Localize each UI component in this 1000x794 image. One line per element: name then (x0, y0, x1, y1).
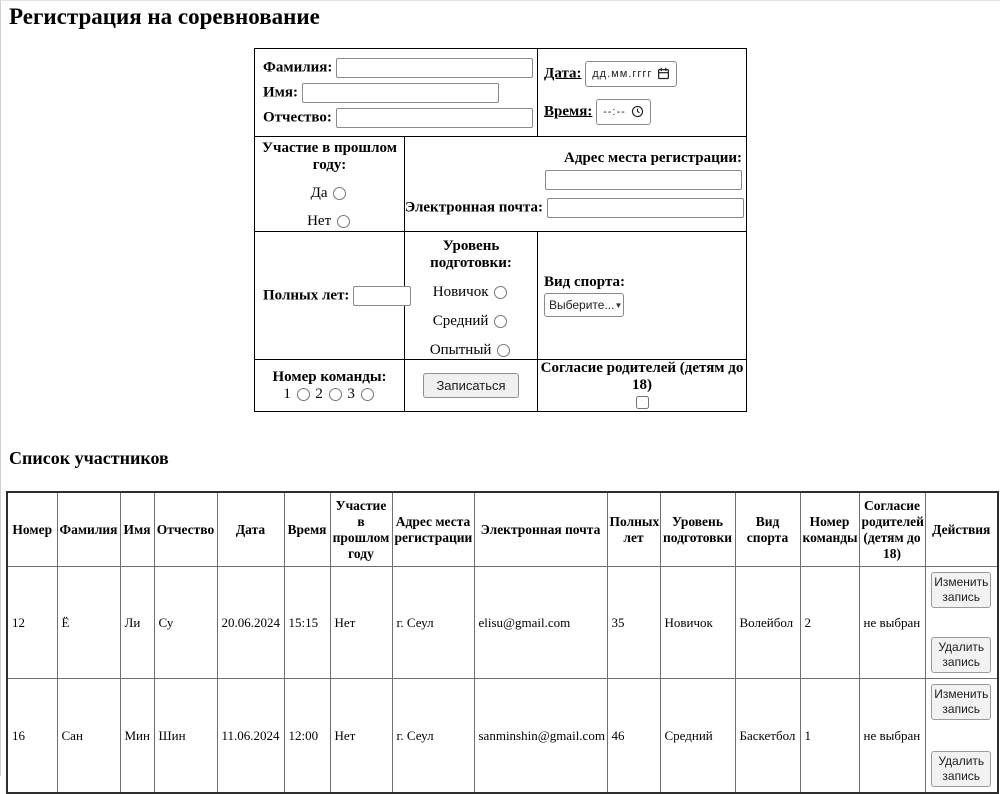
level-expert-label: Опытный (429, 342, 492, 358)
level-middle-label: Средний (432, 313, 489, 329)
fio-cell (255, 49, 538, 137)
participation-no-label: Нет (307, 213, 332, 229)
sport-cell (538, 232, 747, 360)
table-cell: Нет (330, 679, 392, 794)
participation-no-radio[interactable] (337, 215, 350, 228)
sport-label: Вид спорта: (544, 274, 625, 290)
team-2-radio[interactable] (329, 388, 342, 401)
team-1-radio[interactable] (297, 388, 310, 401)
column-header: Уровень подготовки (660, 492, 735, 567)
address-input[interactable] (545, 170, 742, 190)
level-middle-radio[interactable] (494, 315, 507, 328)
column-header: Дата (217, 492, 284, 567)
level-novice-label: Новичок (432, 284, 489, 300)
participation-yes-label: Да (310, 185, 328, 201)
team-cell (255, 360, 405, 412)
patronymic-label: Отчество: (263, 108, 332, 125)
table-cell: Су (154, 567, 217, 679)
table-cell: не выбран (859, 679, 925, 794)
table-cell: 16 (7, 679, 57, 794)
level-novice-radio[interactable] (494, 286, 507, 299)
time-label: Время: (544, 102, 593, 119)
column-header: Номер команды (800, 492, 859, 567)
actions-wrap (928, 572, 996, 673)
surname-input[interactable] (336, 58, 533, 78)
registration-form (254, 48, 747, 412)
table-cell: Ли (120, 567, 154, 679)
table-cell: Волейбол (735, 567, 800, 679)
column-header: Электронная почта (474, 492, 607, 567)
address-email-cell (405, 137, 747, 232)
firstname-input[interactable] (302, 83, 499, 103)
column-header: Действия (925, 492, 998, 567)
team-3-radio[interactable] (361, 388, 374, 401)
column-header: Имя (120, 492, 154, 567)
table-cell: 46 (607, 679, 660, 794)
table-cell: Баскетбол (735, 679, 800, 794)
table-cell: 12 (7, 567, 57, 679)
team-1-label: 1 (283, 385, 291, 402)
participation-label: Участие в прошлом году: (262, 140, 397, 173)
age-input[interactable] (353, 286, 411, 306)
actions-wrap (928, 684, 996, 787)
page-title: Регистрация на соревнование (9, 4, 320, 29)
level-label: Уровень подготовки: (430, 238, 512, 271)
table-cell: Средний (660, 679, 735, 794)
table-cell: 11.06.2024 (217, 679, 284, 794)
email-label: Электронная почта: (405, 199, 543, 216)
patronymic-input[interactable] (336, 108, 533, 128)
age-cell (255, 232, 405, 360)
actions-cell (925, 567, 998, 679)
delete-record-button[interactable]: Удалить запись (931, 751, 991, 787)
firstname-label: Имя: (263, 83, 298, 100)
column-header: Время (284, 492, 330, 567)
age-label: Полных лет: (263, 286, 350, 303)
column-header: Участие в прошлом году (330, 492, 392, 567)
column-header: Фамилия (57, 492, 120, 567)
team-3-label: 3 (347, 385, 355, 402)
calendar-icon (657, 67, 670, 80)
delete-record-button[interactable]: Удалить запись (931, 637, 991, 673)
table-cell: sanminshin@gmail.com (474, 679, 607, 794)
table-cell: Новичок (660, 567, 735, 679)
table-row (7, 567, 998, 679)
datetime-cell (538, 49, 747, 137)
table-cell: Сан (57, 679, 120, 794)
date-input[interactable] (585, 61, 677, 87)
column-header: Полных лет (607, 492, 660, 567)
column-header: Согласие родителей (детям до 18) (859, 492, 925, 567)
table-cell: 35 (607, 567, 660, 679)
table-cell: Шин (154, 679, 217, 794)
chevron-down-icon: ▼ (614, 300, 623, 310)
address-label: Адрес места регистрации: (564, 150, 743, 166)
table-cell: г. Сеул (392, 679, 474, 794)
table-cell: г. Сеул (392, 567, 474, 679)
clock-icon (631, 105, 644, 118)
date-label: Дата: (544, 64, 582, 81)
participation-cell (255, 137, 405, 232)
column-header: Отчество (154, 492, 217, 567)
column-header: Вид спорта (735, 492, 800, 567)
time-placeholder: --:-- (603, 105, 626, 118)
participation-yes-radio[interactable] (333, 187, 346, 200)
participants-table (6, 491, 999, 794)
table-cell: Мин (120, 679, 154, 794)
submit-button[interactable]: Записаться (423, 373, 518, 398)
table-cell: не выбран (859, 567, 925, 679)
consent-label: Согласие родителей (детям до 18) (540, 360, 744, 393)
table-cell: 12:00 (284, 679, 330, 794)
column-header: Номер (7, 492, 57, 567)
participants-heading: Список участников (9, 448, 169, 468)
sport-select[interactable] (544, 293, 624, 317)
date-placeholder: дд.мм.гггг (592, 67, 653, 80)
edit-record-button[interactable]: Изменить запись (931, 572, 991, 608)
table-cell: elisu@gmail.com (474, 567, 607, 679)
team-label: Номер команды: (272, 368, 387, 385)
table-cell: 2 (800, 567, 859, 679)
team-2-label: 2 (315, 385, 323, 402)
consent-cell (538, 360, 747, 412)
table-cell: Ё (57, 567, 120, 679)
submit-cell (405, 360, 538, 412)
time-input[interactable] (596, 99, 651, 125)
level-expert-radio[interactable] (497, 344, 510, 357)
table-cell: 15:15 (284, 567, 330, 679)
table-cell: 1 (800, 679, 859, 794)
level-cell (405, 232, 538, 360)
table-cell: Нет (330, 567, 392, 679)
edit-record-button[interactable]: Изменить запись (931, 684, 991, 720)
table-cell: 20.06.2024 (217, 567, 284, 679)
email-input[interactable] (547, 198, 744, 218)
surname-label: Фамилия: (263, 58, 333, 75)
column-header: Адрес места регистрации (392, 492, 474, 567)
table-header-row (7, 492, 998, 567)
sport-select-value: Выберите... (549, 298, 615, 312)
consent-checkbox[interactable] (636, 396, 649, 409)
